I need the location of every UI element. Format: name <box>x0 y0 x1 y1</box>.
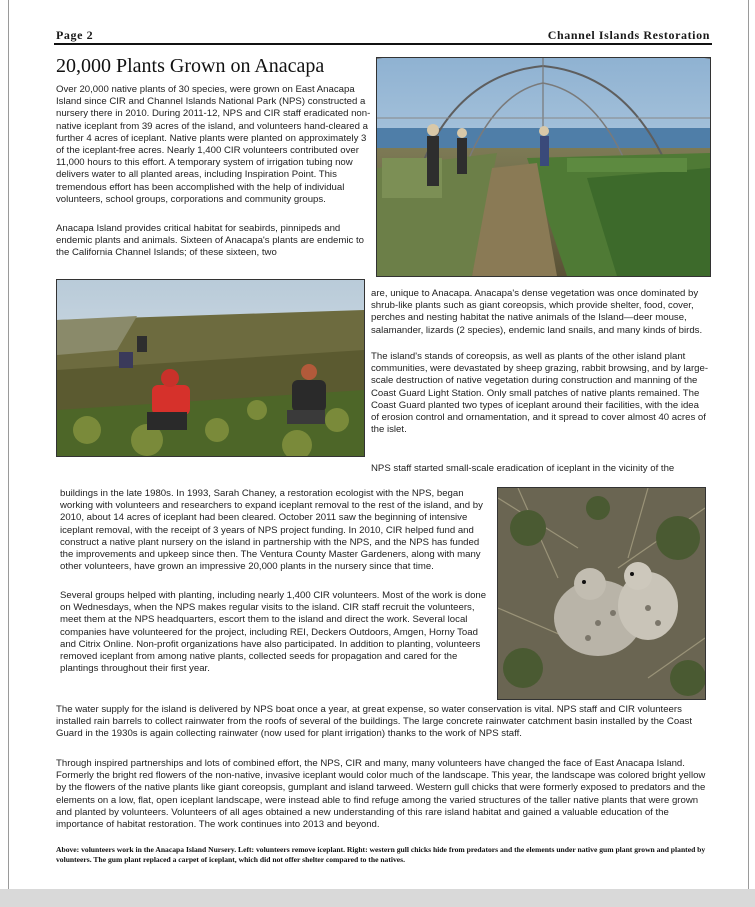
newsletter-title: Channel Islands Restoration <box>547 28 710 42</box>
viewer-bottom-edge <box>0 889 755 907</box>
paragraph-water: The water supply for the island is delivered by NPS boat once a year, at great expense, so water conservation is vital. NPS staff and CIR volunteers installed rain barrels to collect rainwater from the roofs of several of the buildings. The large concrete rainwater catchment basin installed by the Coast Guard in the 1930s is again collecting rainwater (now used for plant irrigation) thanks to the work of NPS staff. <box>56 704 692 740</box>
paragraph-habitat-cont: are, unique to Anacapa. Anacapa's dense vegetation was once dominated by shrub-like plants such as giant coreopsis, which provide shelter, food, cover, perches and nesting habitat the native animals of the Island—deer mouse, salamander, lizards (2 species), endemic land snails, and many kinds of birds. <box>371 288 703 336</box>
paragraph-intro: Over 20,000 native plants of 30 species, were grown on East Anacapa Island since CIR and Channel Islands National Park (NPS) constructed a nursery there in 2010. During 2011-12, NPS and CIR staff eradicated non-native iceplant from 39 acres of the island, and volunteers hand-cleared a further 4 acres of iceplant. Native plants were planted on approximately 3 of the iceplant-free acres. Nearly 1,400 CIR volunteers contributed over 11,000 hours to this effort. A temporary system of irrigation tubing now delivers water to all planted areas, including Inspiration Point. This tremendous effort has been accomplished with the help of individual volunteers, school groups, corporations and community groups. <box>56 84 371 205</box>
paragraph-volunteers: Several groups helped with planting, including nearly 1,400 CIR volunteers. Most of the work is done on Wednesdays, when the NPS makes regular visits to the island. CIR staff recruit the volunteers, meet them at the NPS headquarters, escort them to the island and direct the work. Several local companies have volunteered for the project, including REI, Deckers Outdoors, Amgen, Horny Toad and Citrix Online. Non-profit organizations have also participated. In addition to planting, volunteers removed iceplant from among native plants, collected seeds for propagation and cared for the plantings throughout their first year. <box>60 590 487 675</box>
photo-captions: Above: volunteers work in the Anacapa Island Nursery. Left: volunteers remove iceplant. Right: western gull chicks hide from predators and the elements under native gum plant grown and planted by volunteers. The gum plant replaced a carpet of iceplant, which did not offer shelter compared to the natives. <box>56 845 706 864</box>
paragraph-history: buildings in the late 1980s. In 1993, Sarah Chaney, a restoration ecologist with the NPS, began working with volunteers and researchers to expand iceplant removal to the rest of the island, and by 2010, about 14 acres of iceplant had been cleared. October 2011 saw the beginning of intensive iceplant removal, with the receipt of 3 years of NPS project funding. In 2010, CIR helped fund and construct a native plant nursery on the island in partnership with the NPS, and the NPS has funded the improvements and upkeep since then. The Ventura County Master Gardeners, along with many other volunteers, have grown an impressive 20,000 plants in the nursery since that time. <box>60 488 483 573</box>
paragraph-devastation: The island's stands of coreopsis, as well as plants of the other island plant communities, were devastated by sheep grazing, rabbit browsing, and by large-scale destruction of native vegetation during construction and manning of the Coast Guard Light Station. Only small patches of native plants remained. The Coast Guard planted two types of iceplant around their facilities, with the idea of erosion control and ornamentation, and it spread to cover almost 40 acres of the islet. <box>371 351 709 436</box>
article-title: 20,000 Plants Grown on Anacapa <box>56 55 325 77</box>
paragraph-habitat-start: Anacapa Island provides critical habitat for seabirds, pinnipeds and endemic plants and animals. Sixteen of Anacapa's plants are endemic to the California Channel Islands; of these sixteen, two <box>56 223 364 259</box>
gull-chicks-photo <box>497 487 706 700</box>
paragraph-conclusion: Through inspired partnerships and lots of combined effort, the NPS, CIR and many, many volunteers have changed the face of East Anacapa Island. Formerly the bright red flowers of the non-native, invasive iceplant would color much of the landscape. This year, the landscape was colored bright yellow by the flowers of the native plants like giant coreopsis, gumplant and island tarweed. Western gull chicks that were formerly exposed to predators and the elements on a low, flat, open iceplant landscape, were instead able to find refuge among the varied structures of the taller native plants that were grown and planted by volunteers. Volunteers of all ages obtained a new understanding of this rare island habitat and gained a valuable education of the importance of habitat restoration. The work continues into 2013 and beyond. <box>56 758 706 831</box>
header-rule <box>54 43 712 45</box>
nursery-greenhouse-photo <box>376 57 711 277</box>
paragraph-eradication-start: NPS staff started small-scale eradication of iceplant in the vicinity of the <box>371 463 675 474</box>
iceplant-removal-photo <box>56 279 365 457</box>
page-number: Page 2 <box>56 28 94 42</box>
